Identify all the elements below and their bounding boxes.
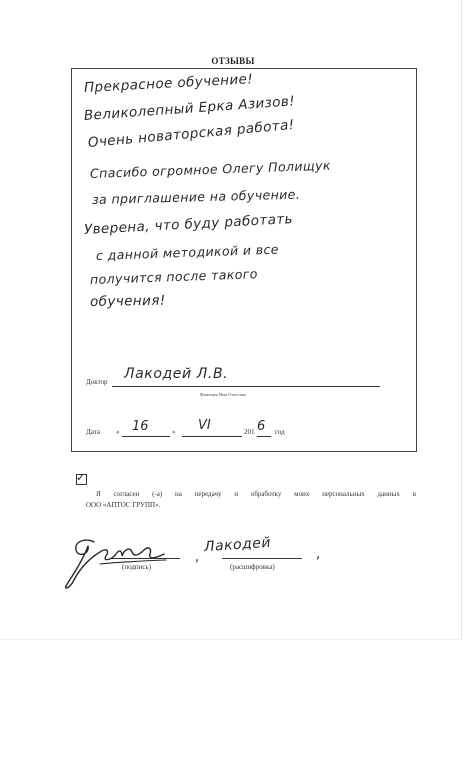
doctor-name-caption: Фамилия Имя Отчество xyxy=(200,392,246,397)
review-line-5: за приглашение на обучение. xyxy=(91,186,301,207)
signature-comma-left: , xyxy=(195,550,200,565)
date-year-value: 6 xyxy=(257,419,266,434)
review-line-3: Очень новаторская работа! xyxy=(87,116,296,151)
date-day-value: 16 xyxy=(132,419,149,434)
review-line-2: Великолепный Ерка Азизов! xyxy=(83,93,296,124)
signature-caption: (подпись) xyxy=(122,563,152,571)
check-icon: ✓ xyxy=(76,471,86,484)
date-month-line xyxy=(182,436,242,437)
date-month-value: VI xyxy=(198,418,211,433)
review-line-6: Уверена, что буду работать xyxy=(83,211,294,238)
consent-text-line-2: ООО «АПТОС ГРУПП». xyxy=(86,501,161,509)
decipher-line xyxy=(222,558,302,559)
review-line-7: с данной методикой и все xyxy=(95,241,280,263)
date-year-suffix: год xyxy=(275,428,285,436)
decipher-caption: (расшифровка) xyxy=(230,563,275,571)
signature-line xyxy=(110,558,180,559)
doctor-label: Доктор xyxy=(86,378,108,386)
date-year-prefix: 201 xyxy=(244,428,255,436)
signature-drawing xyxy=(60,528,170,592)
review-line-8: получится после такого xyxy=(89,266,259,287)
date-open-quote: « xyxy=(116,428,120,436)
decipher-value: Лакодей xyxy=(203,534,272,556)
doctor-name-line xyxy=(112,386,380,387)
doctor-name-value: Лакодей Л.В. xyxy=(124,366,229,382)
date-day-line xyxy=(122,436,170,437)
consent-text-line-1: Я согласен (-а) на передачу и обработку моих персональных данных в xyxy=(96,490,416,498)
date-year-line xyxy=(257,436,271,437)
consent-checkbox[interactable] xyxy=(76,471,87,485)
signature-comma-right: , xyxy=(316,547,321,562)
date-close-quote: » xyxy=(172,428,176,436)
review-line-9: обучения! xyxy=(89,292,166,310)
page-title: ОТЗЫВЫ xyxy=(211,56,255,66)
review-line-4: Спасибо огромное Олегу Полищук xyxy=(89,157,332,181)
review-line-1: Прекрасное обучение! xyxy=(83,71,254,96)
date-label: Дата xyxy=(86,428,100,436)
